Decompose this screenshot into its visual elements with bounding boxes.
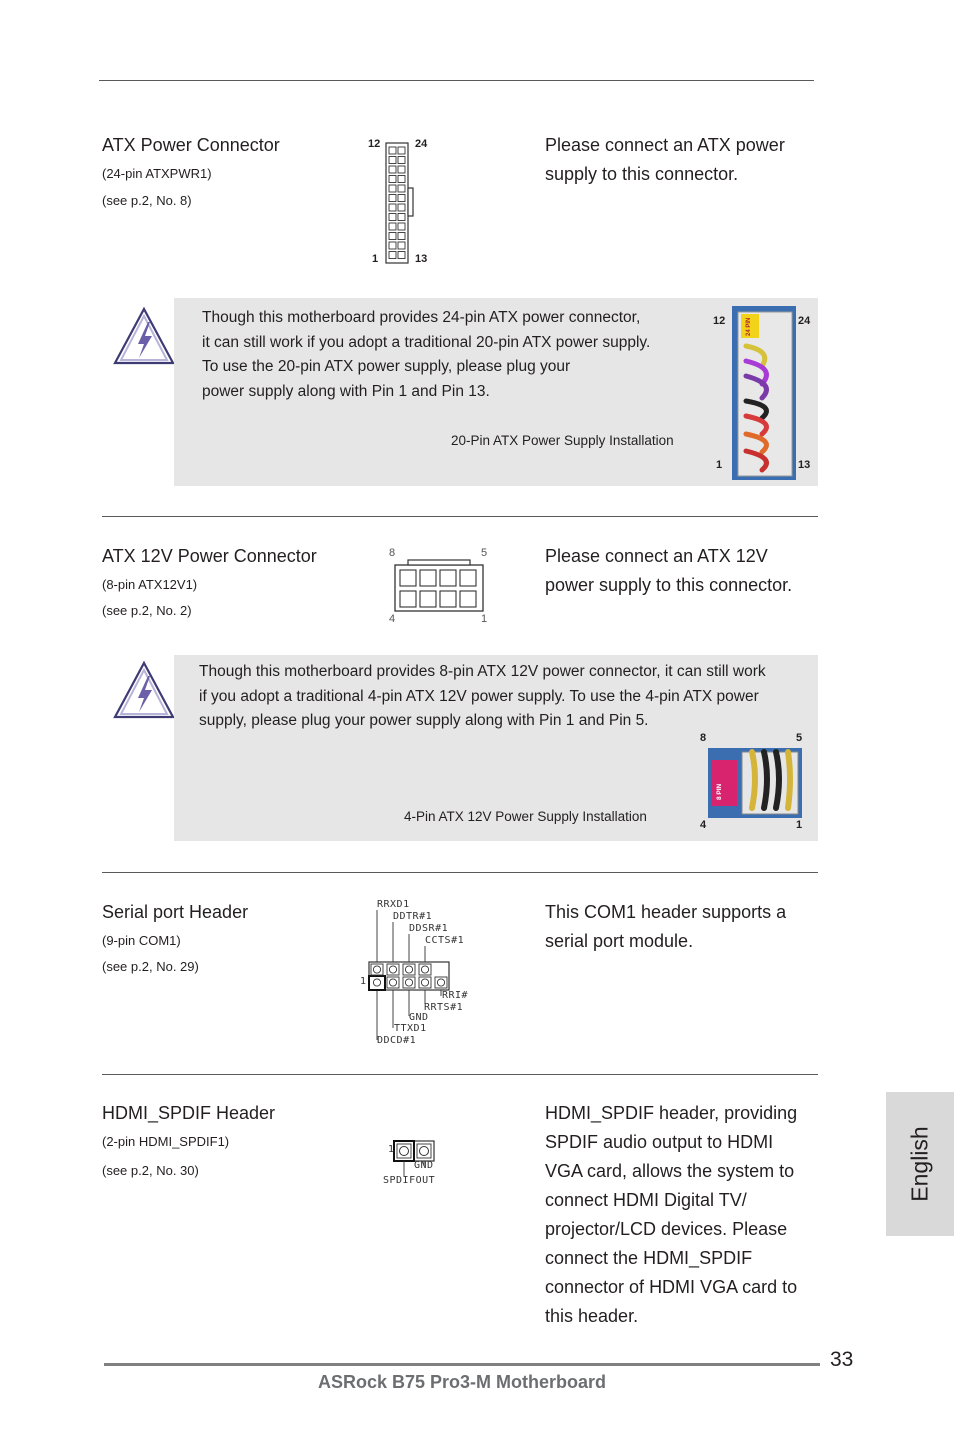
sig-ttxd1: TTXD1 bbox=[394, 1023, 427, 1034]
warning-icon bbox=[112, 660, 176, 720]
pin-label-13: 13 bbox=[415, 253, 428, 265]
hdmi-model: (2-pin HDMI_SPDIF1) bbox=[102, 1134, 230, 1149]
photo-pin-label-4: 4 bbox=[700, 819, 707, 831]
footer-product: ASRock B75 Pro3-M Motherboard bbox=[318, 1372, 607, 1392]
photo-pin-label-13: 13 bbox=[798, 459, 811, 471]
atx12v-pin-diagram bbox=[386, 546, 496, 628]
photo-label: 8 PIN bbox=[716, 783, 723, 800]
note-line: Though this motherboard provides 24-pin ATX power connector, bbox=[202, 309, 641, 326]
top-rule bbox=[99, 80, 814, 81]
sig-rrxd1: RRXD1 bbox=[377, 899, 410, 910]
atx24-ref: (see p.2, No. 8) bbox=[102, 193, 192, 208]
atx24-desc-line: Please connect an ATX power bbox=[545, 135, 785, 155]
note-24pin-text bbox=[202, 306, 650, 404]
atx24-install-photo bbox=[732, 306, 796, 480]
hdmi-title: HDMI_SPDIF Header bbox=[102, 1103, 276, 1123]
serial-description bbox=[545, 898, 786, 956]
hdmi-desc-line: projector/LCD devices. Please bbox=[545, 1219, 788, 1239]
sig-gnd: GND bbox=[409, 1012, 429, 1023]
note-line: supply, please plug your power supply along with Pin 1 and Pin 5. bbox=[199, 712, 649, 729]
pin-label-5: 5 bbox=[481, 547, 488, 559]
photo-pin-label-5: 5 bbox=[796, 732, 803, 744]
hdmi-desc-line: connect the HDMI_SPDIF bbox=[545, 1248, 753, 1268]
language-tab bbox=[886, 1092, 954, 1236]
sig-ddtr1: DDTR#1 bbox=[393, 911, 433, 922]
note-line: it can still work if you adopt a traditional 20-pin ATX power supply. bbox=[202, 333, 651, 351]
serial-model: (9-pin COM1) bbox=[102, 933, 181, 948]
pin-label-1: 1 bbox=[372, 253, 379, 265]
section-rule bbox=[102, 1074, 818, 1075]
pin-label-1b: 1 bbox=[481, 613, 488, 625]
serial-title: Serial port Header bbox=[102, 902, 249, 922]
section-rule bbox=[102, 516, 818, 517]
hdmi-desc-line: connector of HDMI VGA card to bbox=[545, 1277, 798, 1297]
hdmi-desc-line: HDMI_SPDIF header, providing bbox=[545, 1103, 798, 1123]
sig-rrts1: RRTS#1 bbox=[424, 1002, 464, 1013]
sig-rri: RRI# bbox=[442, 990, 469, 1001]
note-8pin bbox=[174, 655, 818, 841]
warning-icon bbox=[112, 306, 176, 366]
note-24pin bbox=[174, 298, 818, 486]
hdmi-desc-line: connect HDMI Digital TV/ bbox=[545, 1190, 747, 1210]
hdmi-pin-diagram bbox=[380, 1136, 450, 1190]
hdmi-description bbox=[545, 1099, 797, 1331]
atx24-connector-icon bbox=[385, 142, 415, 266]
atx12v-description bbox=[545, 542, 792, 600]
note-8pin-text bbox=[199, 660, 766, 734]
note-8pin-caption: 4-Pin ATX 12V Power Supply Installation bbox=[404, 809, 647, 824]
note-line: power supply along with Pin 1 and Pin 13. bbox=[202, 382, 490, 400]
photo-label: 24 PIN bbox=[746, 317, 752, 336]
sig-spdifout: SPDIFOUT bbox=[383, 1175, 436, 1186]
serial-pin-diagram bbox=[358, 898, 470, 1048]
hdmi-desc-line: VGA card, allows the system to bbox=[545, 1161, 795, 1181]
photo-pin-label-12: 12 bbox=[713, 315, 726, 327]
atx12v-connector-icon bbox=[394, 558, 484, 614]
photo-pin-label-1c: 1 bbox=[796, 819, 803, 831]
atx24-model: (24-pin ATXPWR1) bbox=[102, 166, 212, 181]
page-number: 33 bbox=[830, 1348, 854, 1371]
atx12v-ref: (see p.2, No. 2) bbox=[102, 603, 192, 618]
note-24pin-caption: 20-Pin ATX Power Supply Installation bbox=[451, 433, 674, 448]
sig-ddsr1: DDSR#1 bbox=[409, 923, 449, 934]
pin-label-12: 12 bbox=[368, 138, 381, 150]
atx24-desc-line: supply to this connector. bbox=[545, 164, 739, 184]
atx12v-desc-line: Please connect an ATX 12V bbox=[545, 546, 768, 566]
language-tab-label: English bbox=[906, 1126, 933, 1202]
photo-pin-label-1: 1 bbox=[716, 459, 723, 471]
photo-pin-label-24: 24 bbox=[798, 315, 811, 327]
sig-ddcd1: DDCD#1 bbox=[377, 1035, 417, 1046]
cable-wires-image bbox=[732, 306, 796, 480]
atx12v-install-photo bbox=[708, 748, 802, 818]
pin-label-4: 4 bbox=[389, 613, 396, 625]
serial-ref: (see p.2, No. 29) bbox=[102, 959, 199, 974]
footer-rule bbox=[104, 1363, 820, 1366]
atx24-title: ATX Power Connector bbox=[102, 135, 280, 155]
hdmi-desc-line: SPDIF audio output to HDMI bbox=[545, 1132, 774, 1152]
sig-pin1: 1 bbox=[360, 976, 367, 987]
atx12v-model: (8-pin ATX12V1) bbox=[102, 577, 198, 592]
photo-pin-label-8: 8 bbox=[700, 732, 707, 744]
pin-label-24: 24 bbox=[415, 138, 428, 150]
hdmi-desc-line: this header. bbox=[545, 1306, 639, 1326]
sig-hdmi-pin1: 1 bbox=[388, 1144, 395, 1155]
atx24-description bbox=[545, 131, 785, 189]
atx24-pin-diagram bbox=[360, 136, 440, 268]
pin-label-8: 8 bbox=[389, 547, 396, 559]
section-rule bbox=[102, 872, 818, 873]
note-line: Though this motherboard provides 8-pin ATX 12V power connector, it can still work bbox=[199, 663, 766, 680]
serial-desc-line: This COM1 header supports a bbox=[545, 902, 787, 922]
sig-hdmi-gnd: GND bbox=[414, 1160, 434, 1171]
serial-desc-line: serial port module. bbox=[545, 931, 694, 951]
sig-ccts1: CCTS#1 bbox=[425, 935, 465, 946]
atx12v-title: ATX 12V Power Connector bbox=[102, 546, 317, 566]
atx12v-desc-line: power supply to this connector. bbox=[545, 575, 793, 595]
note-line: if you adopt a traditional 4-pin ATX 12V power supply. To use the 4-pin ATX power bbox=[199, 687, 759, 705]
note-line: To use the 20-pin ATX power supply, please plug your bbox=[202, 358, 571, 375]
hdmi-ref: (see p.2, No. 30) bbox=[102, 1163, 199, 1178]
